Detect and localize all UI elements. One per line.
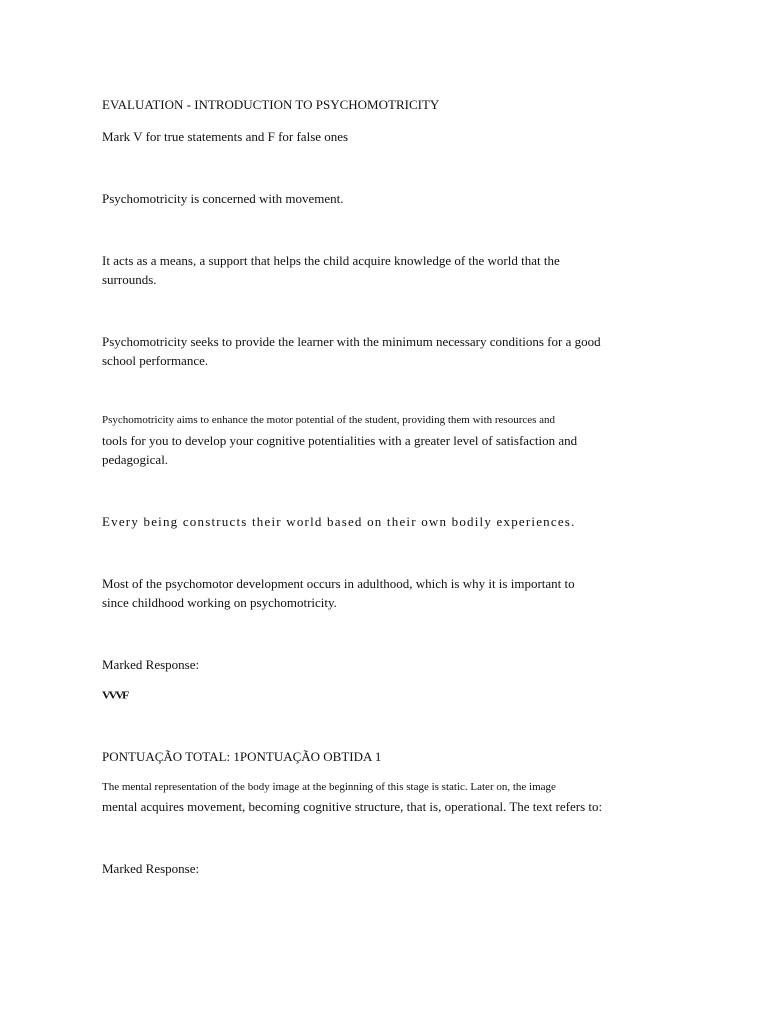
statement-2-line-1: It acts as a means, a support that helps the child acquire knowledge of the world that the (102, 253, 560, 268)
statement-3-line-1: Psychomotricity seeks to provide the learner with the minimum necessary conditions for a good (102, 334, 601, 349)
question-2-line-1: The mental representation of the body image at the beginning of this stage is static. Later on, the image (102, 781, 556, 793)
statement-6-line-2: since childhood working on psychomotricity. (102, 595, 337, 610)
score-line: PONTUAÇÃO TOTAL: 1PONTUAÇÃO OBTIDA 1 (102, 749, 382, 764)
marked-response-value: VVVF (102, 688, 128, 702)
marked-response-label: Marked Response: (102, 657, 200, 672)
page-title: EVALUATION - INTRODUCTION TO PSYCHOMOTRICITY (102, 97, 440, 112)
statement-4-line-1: Psychomotricity aims to enhance the motor potential of the student, providing them with resources and (102, 414, 556, 426)
marked-response-label-2: Marked Response: (102, 861, 200, 876)
statement-6-line-1: Most of the psychomotor development occurs in adulthood, which is why it is important to (102, 576, 575, 591)
statement-2-line-2: surrounds. (102, 272, 157, 287)
statement-4-line-3: pedagogical. (102, 452, 169, 467)
statement-5: Every being constructs their world based on their own bodily experiences. (102, 514, 576, 529)
statement-3-line-2: school performance. (102, 353, 209, 368)
question-2-line-2: mental acquires movement, becoming cognitive structure, that is, operational. The text refers to: (102, 799, 603, 814)
statement-4-line-2: tools for you to develop your cognitive potentialities with a greater level of satisfaction and (102, 433, 578, 448)
instruction-text: Mark V for true statements and F for false ones (102, 129, 349, 144)
statement-1: Psychomotricity is concerned with movement. (102, 191, 344, 206)
